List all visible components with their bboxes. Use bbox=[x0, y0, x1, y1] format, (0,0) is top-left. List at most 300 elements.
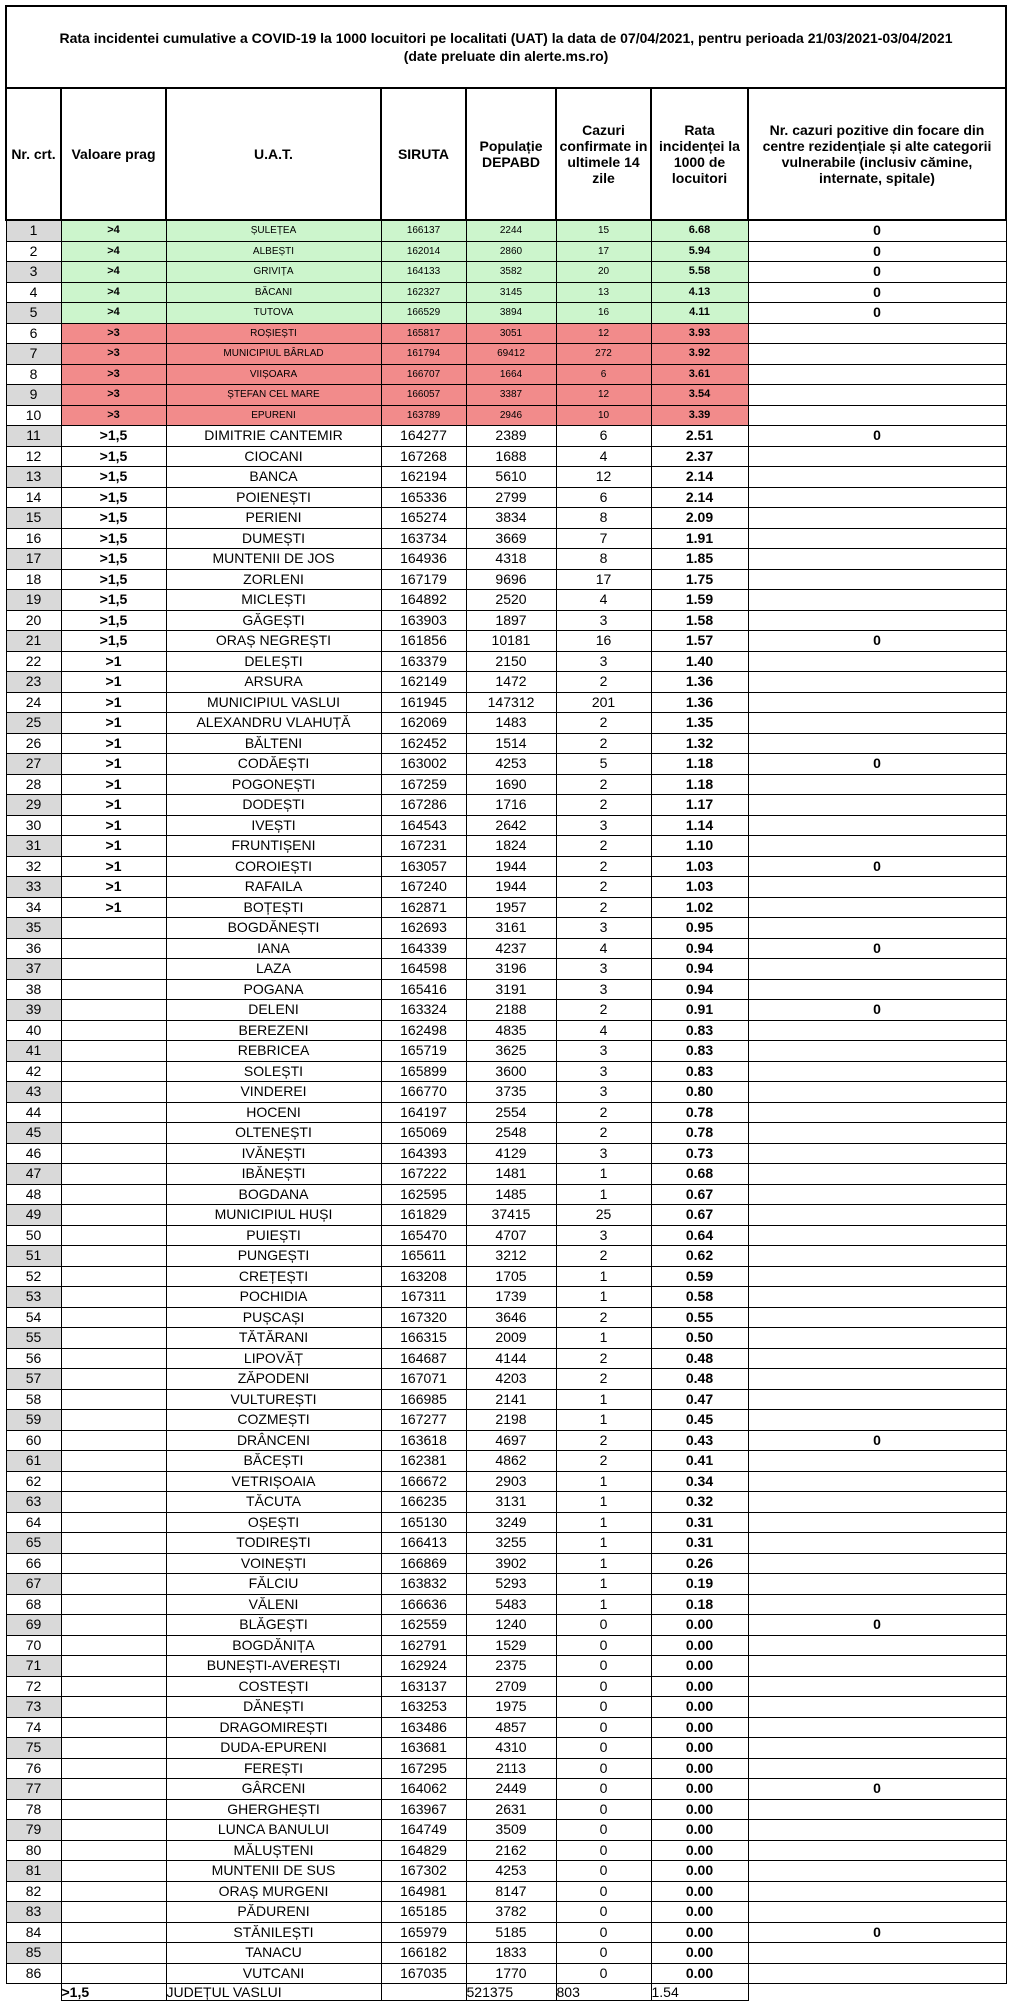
cell-nr: 78 bbox=[6, 1799, 61, 1820]
cell-siruta: 166529 bbox=[381, 303, 466, 324]
cell-prag bbox=[61, 1779, 166, 1800]
cell-uat: IVEȘTI bbox=[166, 815, 381, 836]
cell-rata: 1.10 bbox=[651, 836, 748, 857]
cell-cazuri: 2 bbox=[556, 795, 651, 816]
cell-nr: 28 bbox=[6, 774, 61, 795]
cell-siruta: 167277 bbox=[381, 1410, 466, 1431]
cell-uat: BĂLTENI bbox=[166, 733, 381, 754]
cell-uat: VUTCANI bbox=[166, 1963, 381, 1984]
cell-uat: DIMITRIE CANTEMIR bbox=[166, 426, 381, 447]
cell-prag bbox=[61, 1881, 166, 1902]
cell-siruta: 165817 bbox=[381, 323, 466, 344]
cell-nr: 66 bbox=[6, 1553, 61, 1574]
table-row bbox=[6, 692, 1006, 713]
table-row bbox=[6, 446, 1006, 467]
cell-uat: TĂTĂRANI bbox=[166, 1328, 381, 1349]
cell-cazuri: 4 bbox=[556, 1020, 651, 1041]
cell-nr: 62 bbox=[6, 1471, 61, 1492]
cell-nr: 35 bbox=[6, 918, 61, 939]
report-title-line1: Rata incidentei cumulative a COVID-19 la 1000 locuitori pe localitati (UAT) la data de 07/04/2021, pentru perioada 21/03/2021-03/04/2021 bbox=[59, 30, 953, 46]
cell-focare bbox=[748, 1881, 1006, 1902]
cell-pop: 3894 bbox=[466, 303, 556, 324]
cell-nr: 1 bbox=[6, 220, 61, 241]
cell-cazuri: 2 bbox=[556, 713, 651, 734]
cell-cazuri: 12 bbox=[556, 385, 651, 406]
cell-uat: ORAȘ NEGREȘTI bbox=[166, 631, 381, 652]
table-row bbox=[6, 1041, 1006, 1062]
cell-prag bbox=[61, 1369, 166, 1390]
cell-siruta: 164687 bbox=[381, 1348, 466, 1369]
table-row bbox=[6, 733, 1006, 754]
cell-uat: ȘTEFAN CEL MARE bbox=[166, 385, 381, 406]
cell-cazuri: 0 bbox=[556, 1758, 651, 1779]
table-row bbox=[6, 528, 1006, 549]
cell-prag bbox=[61, 1717, 166, 1738]
cell-rata: 4.13 bbox=[651, 282, 748, 303]
cell-pop: 1897 bbox=[466, 610, 556, 631]
cell-siruta: 163832 bbox=[381, 1574, 466, 1595]
cell-siruta: 162791 bbox=[381, 1635, 466, 1656]
cell-pop: 3191 bbox=[466, 979, 556, 1000]
cell-cazuri: 6 bbox=[556, 364, 651, 385]
cell-rata: 0.00 bbox=[651, 1840, 748, 1861]
cell-rata: 0.50 bbox=[651, 1328, 748, 1349]
cell-cazuri: 3 bbox=[556, 1061, 651, 1082]
cell-pop: 2642 bbox=[466, 815, 556, 836]
cell-siruta: 163002 bbox=[381, 754, 466, 775]
cell-cazuri: 1 bbox=[556, 1471, 651, 1492]
cell-siruta: 167286 bbox=[381, 795, 466, 816]
cell-rata: 0.94 bbox=[651, 938, 748, 959]
cell-pop: 2548 bbox=[466, 1123, 556, 1144]
cell-rata: 0.00 bbox=[651, 1902, 748, 1923]
cell-focare: 0 bbox=[748, 282, 1006, 303]
table-header bbox=[6, 88, 1006, 220]
cell-uat: IVĂNEȘTI bbox=[166, 1143, 381, 1164]
cell-cazuri: 0 bbox=[556, 1738, 651, 1759]
cell-rata: 1.32 bbox=[651, 733, 748, 754]
cell-focare bbox=[748, 897, 1006, 918]
table-row bbox=[6, 1902, 1006, 1923]
cell-siruta: 165899 bbox=[381, 1061, 466, 1082]
cell-prag: >4 bbox=[61, 282, 166, 303]
cell-rata: 0.48 bbox=[651, 1348, 748, 1369]
cell-rata: 1.35 bbox=[651, 713, 748, 734]
cell-nr: 26 bbox=[6, 733, 61, 754]
cell-cazuri: 5 bbox=[556, 754, 651, 775]
cell-rata: 0.45 bbox=[651, 1410, 748, 1431]
cell-prag: >1 bbox=[61, 774, 166, 795]
cell-pop: 3735 bbox=[466, 1082, 556, 1103]
table-row bbox=[6, 1143, 1006, 1164]
cell-rata: 0.80 bbox=[651, 1082, 748, 1103]
cell-focare bbox=[748, 1041, 1006, 1062]
cell-cazuri: 17 bbox=[556, 569, 651, 590]
cell-focare bbox=[748, 1369, 1006, 1390]
cell-uat: IANA bbox=[166, 938, 381, 959]
cell-rata: 0.94 bbox=[651, 959, 748, 980]
cell-pop: 1481 bbox=[466, 1164, 556, 1185]
cell-pop: 1690 bbox=[466, 774, 556, 795]
cell-cazuri: 3 bbox=[556, 1143, 651, 1164]
cell-focare bbox=[748, 795, 1006, 816]
cell-rata: 0.48 bbox=[651, 1369, 748, 1390]
cell-prag bbox=[61, 1902, 166, 1923]
cell-rata: 0.94 bbox=[651, 979, 748, 1000]
cell-cazuri: 7 bbox=[556, 528, 651, 549]
cell-prag: >1 bbox=[61, 795, 166, 816]
cell-pop: 2903 bbox=[466, 1471, 556, 1492]
cell-rata: 3.39 bbox=[651, 405, 748, 426]
table-row bbox=[6, 815, 1006, 836]
cell-uat: RAFAILA bbox=[166, 877, 381, 898]
table-row bbox=[6, 549, 1006, 570]
cell-uat: TODIREȘTI bbox=[166, 1533, 381, 1554]
cell-cazuri: 2 bbox=[556, 897, 651, 918]
cell-cazuri: 2 bbox=[556, 1000, 651, 1021]
cell-rata: 0.00 bbox=[651, 1738, 748, 1759]
cell-nr: 51 bbox=[6, 1246, 61, 1267]
cell-focare bbox=[748, 1184, 1006, 1205]
cell-siruta: 164339 bbox=[381, 938, 466, 959]
cell-pop: 1664 bbox=[466, 364, 556, 385]
cell-pop: 1957 bbox=[466, 897, 556, 918]
header-uat: U.A.T. bbox=[166, 88, 381, 220]
cell-siruta: 164749 bbox=[381, 1820, 466, 1841]
cell-prag: >1 bbox=[61, 877, 166, 898]
cell-nr: 46 bbox=[6, 1143, 61, 1164]
cell-uat: GÂRCENI bbox=[166, 1779, 381, 1800]
cell-focare bbox=[748, 1471, 1006, 1492]
cell-cazuri: 0 bbox=[556, 1881, 651, 1902]
cell-cazuri: 0 bbox=[556, 1902, 651, 1923]
cell-nr: 25 bbox=[6, 713, 61, 734]
cell-uat: MUNICIPIUL HUȘI bbox=[166, 1205, 381, 1226]
cell-rata: 1.36 bbox=[651, 672, 748, 693]
cell-cazuri: 1 bbox=[556, 1266, 651, 1287]
cell-nr: 61 bbox=[6, 1451, 61, 1472]
cell-uat: COROIEȘTI bbox=[166, 856, 381, 877]
cell-pop: 1944 bbox=[466, 856, 556, 877]
cell-focare bbox=[748, 918, 1006, 939]
cell-siruta: 165611 bbox=[381, 1246, 466, 1267]
cell-rata: 1.14 bbox=[651, 815, 748, 836]
cell-rata: 0.83 bbox=[651, 1041, 748, 1062]
cell-pop: 69412 bbox=[466, 344, 556, 365]
cell-cazuri: 2 bbox=[556, 1430, 651, 1451]
cell-pop: 2150 bbox=[466, 651, 556, 672]
cell-focare bbox=[748, 1656, 1006, 1677]
cell-nr: 10 bbox=[6, 405, 61, 426]
cell-siruta: 167222 bbox=[381, 1164, 466, 1185]
table-row bbox=[6, 959, 1006, 980]
cell-focare bbox=[748, 344, 1006, 365]
cell-rata: 0.43 bbox=[651, 1430, 748, 1451]
cell-nr: 11 bbox=[6, 426, 61, 447]
cell-uat: MUNTENII DE JOS bbox=[166, 549, 381, 570]
cell-prag: >1 bbox=[61, 651, 166, 672]
cell-prag bbox=[61, 1246, 166, 1267]
cell-siruta: 164892 bbox=[381, 590, 466, 611]
cell-nr: 60 bbox=[6, 1430, 61, 1451]
cell-cazuri: 201 bbox=[556, 692, 651, 713]
cell-cazuri: 1 bbox=[556, 1492, 651, 1513]
table-row bbox=[6, 1738, 1006, 1759]
cell-rata: 0.67 bbox=[651, 1184, 748, 1205]
cell-siruta: 165185 bbox=[381, 1902, 466, 1923]
cell-focare bbox=[748, 467, 1006, 488]
cell-siruta: 165130 bbox=[381, 1512, 466, 1533]
cell-focare bbox=[748, 1082, 1006, 1103]
cell-focare bbox=[748, 1758, 1006, 1779]
cell-pop: 3902 bbox=[466, 1553, 556, 1574]
cell-pop: 3834 bbox=[466, 508, 556, 529]
cell-nr: 21 bbox=[6, 631, 61, 652]
cell-rata: 5.58 bbox=[651, 262, 748, 283]
cell-uat: DRÂNCENI bbox=[166, 1430, 381, 1451]
cell-nr: 16 bbox=[6, 528, 61, 549]
cell-prag bbox=[61, 1123, 166, 1144]
cell-focare: 0 bbox=[748, 1615, 1006, 1636]
cell-focare bbox=[748, 549, 1006, 570]
cell-nr: 53 bbox=[6, 1287, 61, 1308]
cell-focare bbox=[748, 1717, 1006, 1738]
cell-prag: >1,5 bbox=[61, 610, 166, 631]
cell-cazuri: 16 bbox=[556, 303, 651, 324]
cell-rata: 0.19 bbox=[651, 1574, 748, 1595]
header-populatie: Populație DEPABD bbox=[466, 88, 556, 220]
cell-uat: BOȚEȘTI bbox=[166, 897, 381, 918]
cell-cazuri: 3 bbox=[556, 815, 651, 836]
cell-siruta: 161945 bbox=[381, 692, 466, 713]
cell-nr: 77 bbox=[6, 1779, 61, 1800]
cell-uat: GĂGEȘTI bbox=[166, 610, 381, 631]
cell-nr: 63 bbox=[6, 1492, 61, 1513]
cell-pop: 2375 bbox=[466, 1656, 556, 1677]
cell-prag: >1 bbox=[61, 754, 166, 775]
cell-nr: 74 bbox=[6, 1717, 61, 1738]
cell-focare bbox=[748, 323, 1006, 344]
cell-uat: PUIEȘTI bbox=[166, 1225, 381, 1246]
table-row bbox=[6, 241, 1006, 262]
cell-uat: DODEȘTI bbox=[166, 795, 381, 816]
table-row bbox=[6, 979, 1006, 1000]
table-row bbox=[6, 1205, 1006, 1226]
cell-cazuri: 2 bbox=[556, 1307, 651, 1328]
cell-siruta: 163734 bbox=[381, 528, 466, 549]
cell-prag: >3 bbox=[61, 344, 166, 365]
cell-rata: 0.64 bbox=[651, 1225, 748, 1246]
cell-cazuri: 2 bbox=[556, 836, 651, 857]
table-row bbox=[6, 1717, 1006, 1738]
cell-pop: 1514 bbox=[466, 733, 556, 754]
cell-pop: 1472 bbox=[466, 672, 556, 693]
cell-siruta: 164829 bbox=[381, 1840, 466, 1861]
cell-pop: 2188 bbox=[466, 1000, 556, 1021]
table-row bbox=[6, 610, 1006, 631]
cell-prag bbox=[61, 1000, 166, 1021]
cell-prag bbox=[61, 1799, 166, 1820]
table-row bbox=[6, 344, 1006, 365]
cell-uat: TĂCUTA bbox=[166, 1492, 381, 1513]
cell-nr: 43 bbox=[6, 1082, 61, 1103]
cell-focare bbox=[748, 1287, 1006, 1308]
cell-cazuri: 20 bbox=[556, 262, 651, 283]
cell-rata: 1.03 bbox=[651, 877, 748, 898]
cell-siruta: 162327 bbox=[381, 282, 466, 303]
cell-cazuri: 2 bbox=[556, 1369, 651, 1390]
cell-uat: LUNCA BANULUI bbox=[166, 1820, 381, 1841]
cell-cazuri: 0 bbox=[556, 1656, 651, 1677]
cell-rata: 0.00 bbox=[651, 1881, 748, 1902]
cell-uat: POGONEȘTI bbox=[166, 774, 381, 795]
cell-rata: 2.14 bbox=[651, 487, 748, 508]
cell-pop: 3669 bbox=[466, 528, 556, 549]
table-row bbox=[6, 1451, 1006, 1472]
cell-rata: 0.00 bbox=[651, 1799, 748, 1820]
cell-cazuri: 2 bbox=[556, 877, 651, 898]
cell-cazuri: 13 bbox=[556, 282, 651, 303]
cell-prag bbox=[61, 1061, 166, 1082]
table-row bbox=[6, 1020, 1006, 1041]
cell-siruta: 165470 bbox=[381, 1225, 466, 1246]
cell-siruta: 162693 bbox=[381, 918, 466, 939]
cell-prag bbox=[61, 1820, 166, 1841]
cell-cazuri: 0 bbox=[556, 1922, 651, 1943]
cell-siruta: 162194 bbox=[381, 467, 466, 488]
cell-pop: 1716 bbox=[466, 795, 556, 816]
cell-prag bbox=[61, 1676, 166, 1697]
cell-focare bbox=[748, 385, 1006, 406]
cell-focare: 0 bbox=[748, 1779, 1006, 1800]
cell-focare bbox=[748, 1061, 1006, 1082]
cell-uat: LAZA bbox=[166, 959, 381, 980]
cell-pop: 1833 bbox=[466, 1943, 556, 1964]
cell-prag bbox=[61, 1697, 166, 1718]
cell-cazuri: 3 bbox=[556, 1041, 651, 1062]
table-row bbox=[6, 1615, 1006, 1636]
cell-nr: 59 bbox=[6, 1410, 61, 1431]
cell-siruta: 162498 bbox=[381, 1020, 466, 1041]
cell-uat: ȘULEȚEA bbox=[166, 220, 381, 241]
cell-cazuri: 0 bbox=[556, 1861, 651, 1882]
table-row bbox=[6, 405, 1006, 426]
cell-cazuri: 2 bbox=[556, 1102, 651, 1123]
cell-uat: EPURENI bbox=[166, 405, 381, 426]
cell-pop: 147312 bbox=[466, 692, 556, 713]
cell-nr: 4 bbox=[6, 282, 61, 303]
cell-rata: 0.00 bbox=[651, 1656, 748, 1677]
cell-focare: 0 bbox=[748, 220, 1006, 241]
table-row bbox=[6, 774, 1006, 795]
cell-prag: >1 bbox=[61, 836, 166, 857]
cell-prag: >4 bbox=[61, 241, 166, 262]
cell-prag bbox=[61, 1041, 166, 1062]
cell-uat: ORAȘ MURGENI bbox=[166, 1881, 381, 1902]
cell-uat: TUTOVA bbox=[166, 303, 381, 324]
table-row bbox=[6, 651, 1006, 672]
cell-prag: >1,5 bbox=[61, 467, 166, 488]
cell-nr: 73 bbox=[6, 1697, 61, 1718]
header-prag: Valoare prag bbox=[61, 88, 166, 220]
cell-uat: PERIENI bbox=[166, 508, 381, 529]
cell-siruta: 162452 bbox=[381, 733, 466, 754]
cell-rata: 2.09 bbox=[651, 508, 748, 529]
cell-siruta: 167295 bbox=[381, 1758, 466, 1779]
cell-prag: >1 bbox=[61, 672, 166, 693]
cell-nr: 19 bbox=[6, 590, 61, 611]
cell-focare bbox=[748, 1963, 1006, 1984]
table-row bbox=[6, 1512, 1006, 1533]
cell-uat: CODĂEȘTI bbox=[166, 754, 381, 775]
cell-siruta: 165416 bbox=[381, 979, 466, 1000]
cell-focare bbox=[748, 1164, 1006, 1185]
cell-uat: BEREZENI bbox=[166, 1020, 381, 1041]
cell-uat: VĂLENI bbox=[166, 1594, 381, 1615]
cell-pop: 4253 bbox=[466, 1861, 556, 1882]
cell-rata: 0.00 bbox=[651, 1943, 748, 1964]
cell-siruta: 162381 bbox=[381, 1451, 466, 1472]
cell-cazuri: 2 bbox=[556, 1348, 651, 1369]
cell-prag: >1 bbox=[61, 713, 166, 734]
cell-prag bbox=[61, 1533, 166, 1554]
cell-rata: 1.58 bbox=[651, 610, 748, 631]
cell-rata: 0.00 bbox=[651, 1922, 748, 1943]
cell-cazuri: 1 bbox=[556, 1328, 651, 1349]
cell-prag bbox=[61, 1184, 166, 1205]
cell-nr: 50 bbox=[6, 1225, 61, 1246]
cell-rata: 0.73 bbox=[651, 1143, 748, 1164]
cell-siruta: 162871 bbox=[381, 897, 466, 918]
cell-cazuri: 0 bbox=[556, 1676, 651, 1697]
cell-focare: 0 bbox=[748, 1000, 1006, 1021]
table-row bbox=[6, 1840, 1006, 1861]
cell-uat: VOINEȘTI bbox=[166, 1553, 381, 1574]
cell-cazuri: 0 bbox=[556, 1779, 651, 1800]
cell-siruta: 166707 bbox=[381, 364, 466, 385]
cell-cazuri: 17 bbox=[556, 241, 651, 262]
cell-cazuri: 3 bbox=[556, 979, 651, 1000]
cell-pop: 3387 bbox=[466, 385, 556, 406]
cell-nr: 84 bbox=[6, 1922, 61, 1943]
cell-rata: 0.91 bbox=[651, 1000, 748, 1021]
cell-pop: 10181 bbox=[466, 631, 556, 652]
table-row bbox=[6, 1594, 1006, 1615]
cell-rata: 0.95 bbox=[651, 918, 748, 939]
cell-nr: 32 bbox=[6, 856, 61, 877]
cell-uat: IBĂNEȘTI bbox=[166, 1164, 381, 1185]
cell-focare bbox=[748, 1492, 1006, 1513]
cell-nr: 22 bbox=[6, 651, 61, 672]
cell-focare bbox=[748, 590, 1006, 611]
cell-siruta: 166672 bbox=[381, 1471, 466, 1492]
table-row bbox=[6, 508, 1006, 529]
cell-nr: 34 bbox=[6, 897, 61, 918]
cell-siruta: 165069 bbox=[381, 1123, 466, 1144]
table-row bbox=[6, 1574, 1006, 1595]
cell-rata: 0.18 bbox=[651, 1594, 748, 1615]
cell-prag bbox=[61, 1594, 166, 1615]
table-row bbox=[6, 836, 1006, 857]
cell-prag: >1,5 bbox=[61, 426, 166, 447]
cell-focare bbox=[748, 528, 1006, 549]
cell-uat: FRUNTIȘENI bbox=[166, 836, 381, 857]
cell-siruta: 164598 bbox=[381, 959, 466, 980]
cell-pop: 1705 bbox=[466, 1266, 556, 1287]
cell-pop: 2554 bbox=[466, 1102, 556, 1123]
cell-cazuri: 0 bbox=[556, 1963, 651, 1984]
table-row bbox=[6, 282, 1006, 303]
